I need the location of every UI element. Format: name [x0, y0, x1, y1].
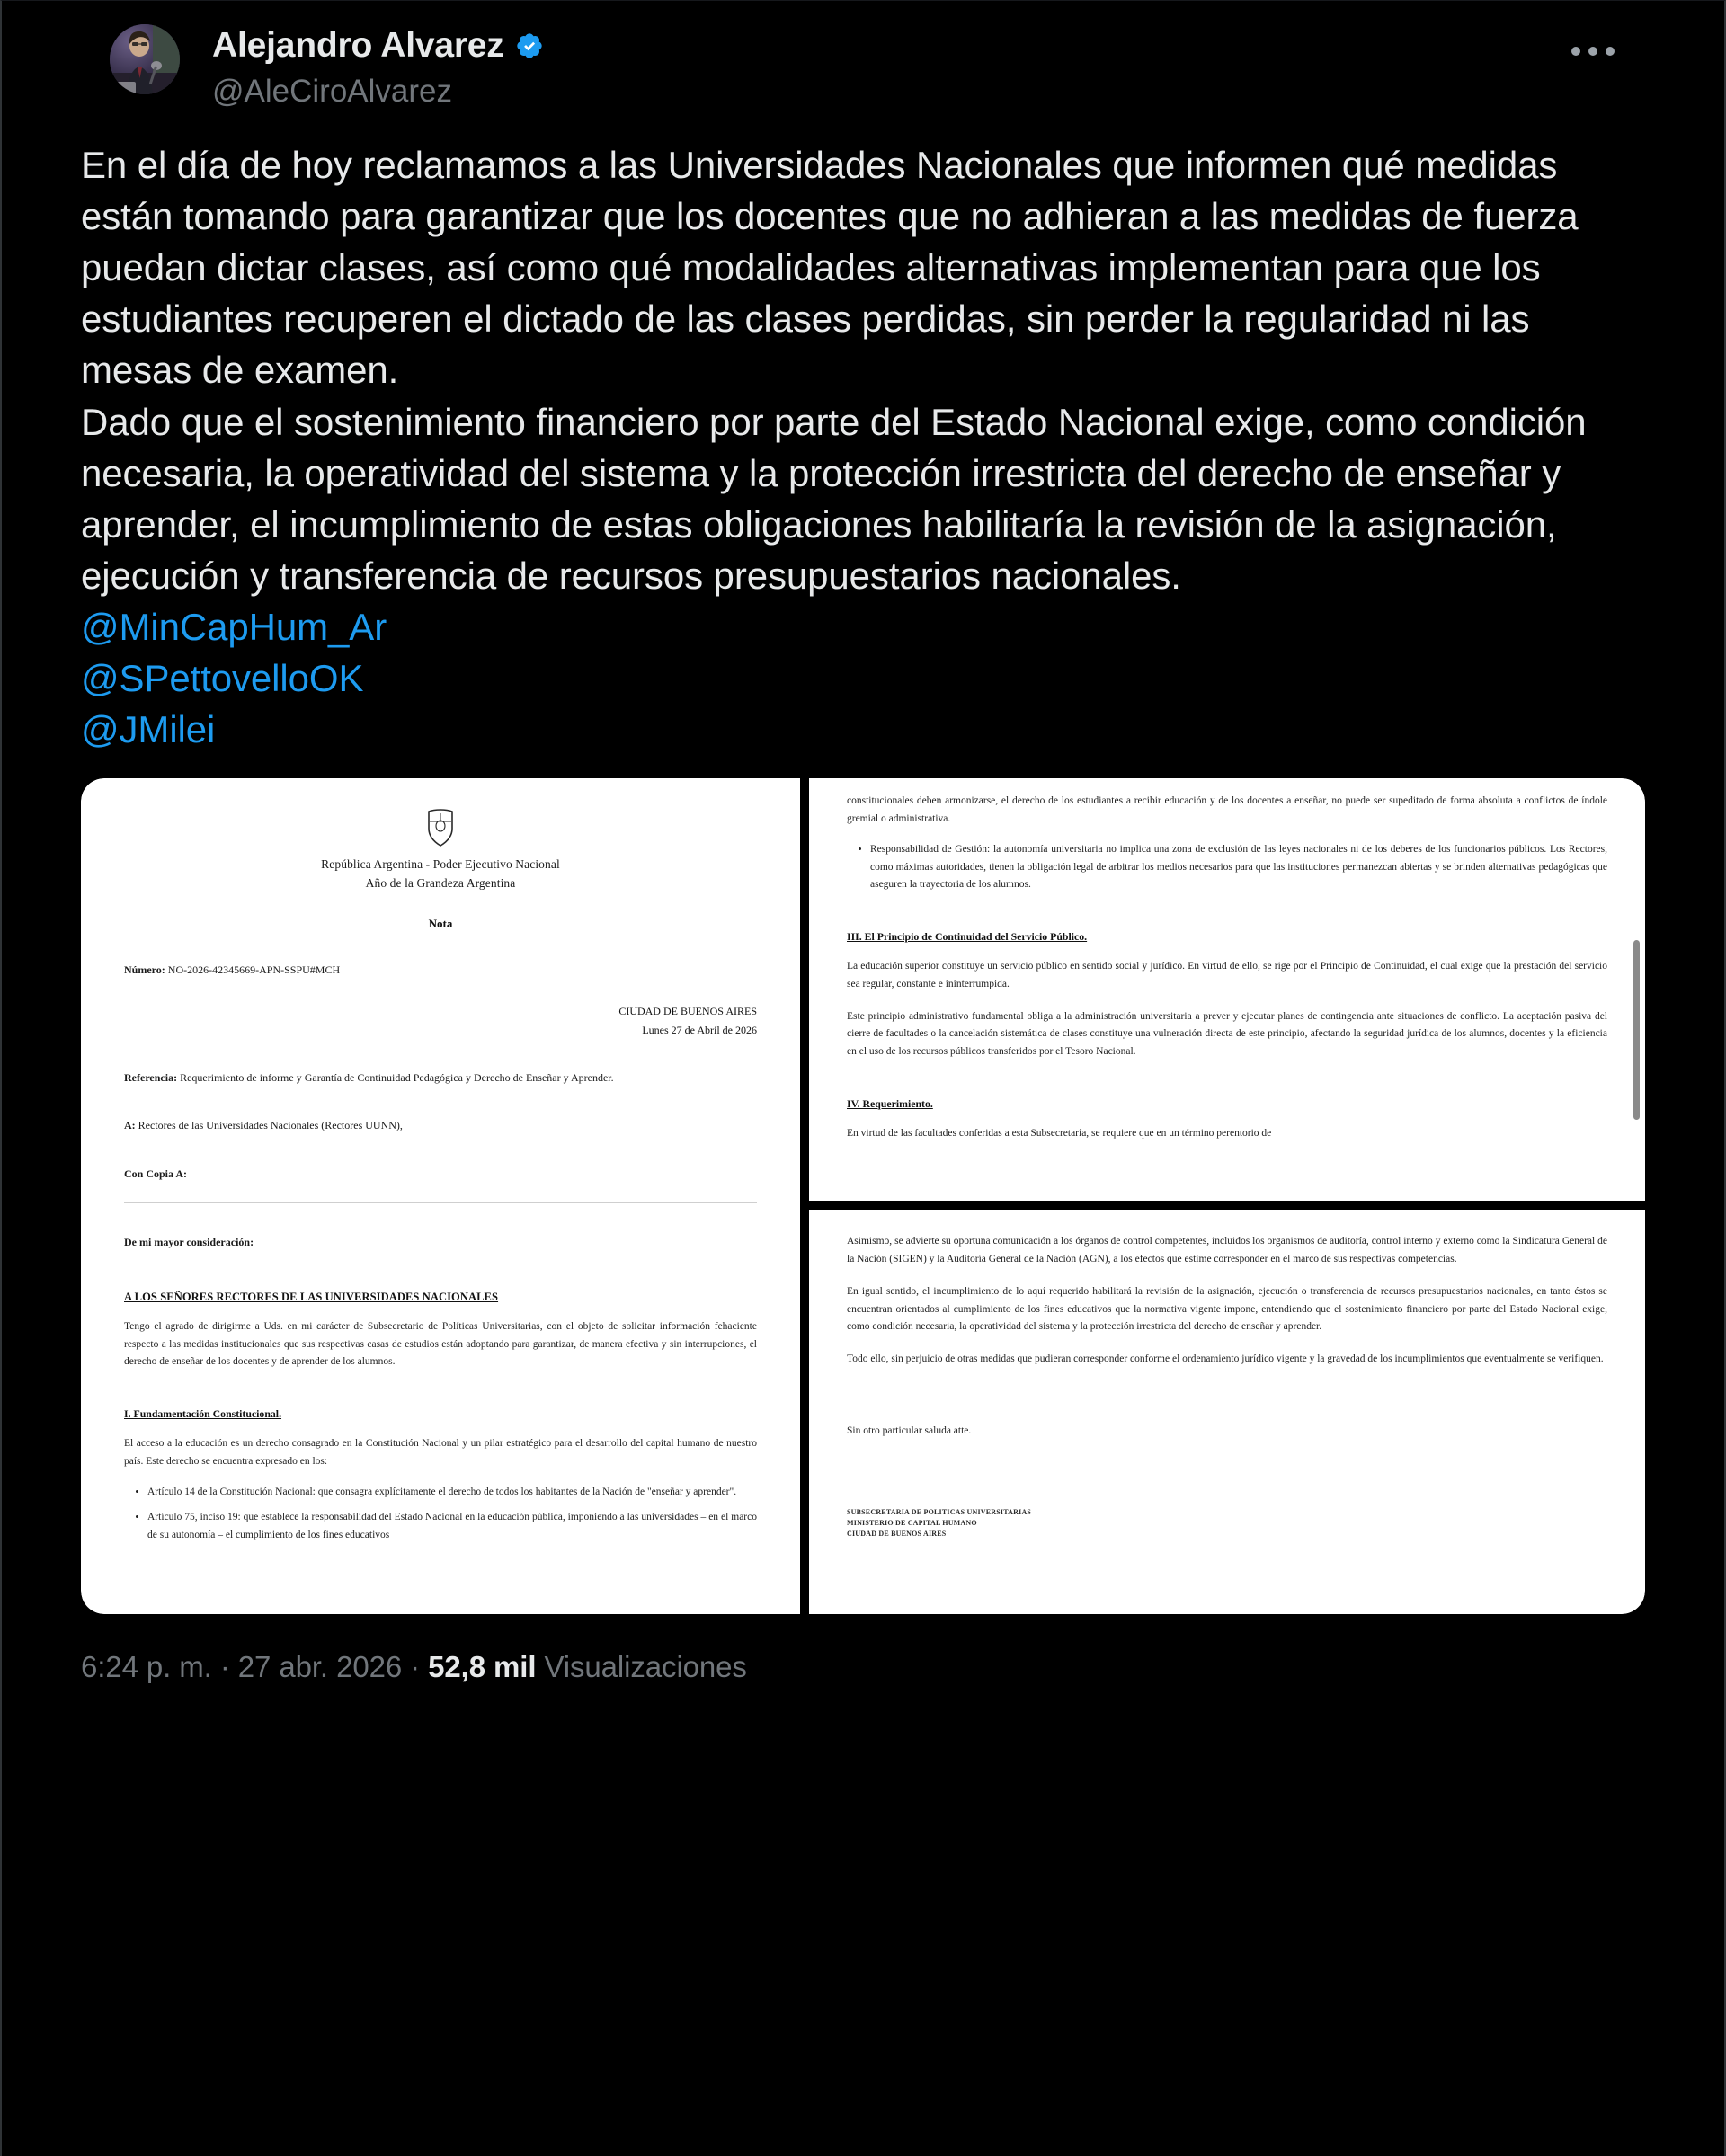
name-row — [212, 26, 544, 66]
document-org-line-1: República Argentina - Poder Ejecutivo Nacional — [321, 857, 560, 872]
document-signature-line-3: CIUDAD DE BUENOS AIRES — [847, 1529, 947, 1538]
account-handle[interactable]: @AleCiroAlvarez — [212, 73, 452, 109]
mention-link-2[interactable]: @SPettovelloOK — [81, 657, 364, 700]
tweet-views-count: 52,8 mil — [428, 1650, 537, 1684]
document-org-line-2: Año de la Grandeza Argentina — [365, 876, 516, 891]
tweet-media[interactable] — [81, 778, 1645, 1614]
tweet-time: 6:24 p. m. — [81, 1650, 212, 1684]
document-right-column — [809, 778, 1645, 1614]
document-rt-bullet-list — [870, 841, 1607, 894]
more-options-button[interactable] — [1566, 31, 1620, 71]
tweet-paragraph-2: Dado que el sostenimiento financiero por parte del Estado Nacional exige, como condición necesaria, la operatividad del sistema y la protección irrestricta del derecho de enseñar y aprender, el incumplimiento de estas obligaciones habilitaría la revisión de la asignación, ejecución y transferencia de recursos presupuestarios nacionales. — [81, 400, 1587, 597]
tweet-text — [72, 127, 1654, 755]
document-numero-value: NO-2026-42345669-APN-SSPU#MCH — [167, 963, 341, 977]
document-section-1-heading: I. Fundamentación Constitucional. — [124, 1407, 282, 1421]
document-signature-line-1: SUBSECRETARIA DE POLITICAS UNIVERSITARIAS — [847, 1507, 1032, 1516]
argentina-crest-icon — [427, 809, 454, 847]
document-bullet-2: • Artículo 75, inciso 19: que establece la responsabilidad del Estado Nacional en la educación pública, imponiendo a las universidades – en el marco de su autonomía – el cumplimiento de los fines educativos — [147, 1509, 757, 1545]
document-rb-body-2: En igual sentido, el incumplimiento de lo aquí requerido habilitará la revisión de la asignación, ejecución o transferencia de recursos presupuestarios nacionales, en tanto éstos se encuentran orientados al cumplimiento de los fines educativos que la normativa vigente impone, entendiendo que el sostenimiento financiero por parte del Estado Nacional exige, como condición necesaria, la operatividad del sistema y la protección irrestricta del derecho de enseñar y aprender. — [847, 1285, 1607, 1333]
document-salutation-text: De mi mayor consideración: — [124, 1235, 254, 1248]
document-copy-row — [124, 1166, 757, 1183]
document-rt-body-0: constitucionales deben armonizarse, el derecho de los estudiantes a recibir educación y de los docentes a enseñar, no puede ser supeditado de forma absoluta a conflictos de índole gremial o administrativa. — [847, 795, 1607, 825]
document-bullet-list — [147, 1484, 757, 1545]
footer-separator-2: · — [402, 1650, 429, 1684]
document-rt-body-3: En virtud de las facultades conferidas a esta Subsecretaría, se requiere que en un término perentorio de — [847, 1127, 1272, 1139]
document-place-date — [124, 1002, 757, 1039]
document-page-right-top[interactable] — [809, 778, 1645, 1201]
footer-separator-1: · — [211, 1650, 238, 1684]
document-addressee-value: Rectores de las Universidades Nacionales (Rectores UUNN), — [138, 1119, 403, 1132]
document-date: Lunes 27 de Abril de 2026 — [642, 1023, 757, 1036]
document-rt-body-1: La educación superior constituye un servicio público en sentido social y jurídico. En virtud de ello, se rige por el Principio de Continuidad, el cual exige que la prestación del servicio sea regular, constante e ininterrumpida. — [847, 961, 1607, 989]
document-section-4-heading: IV. Requerimiento. — [847, 1096, 933, 1110]
avatar[interactable] — [110, 24, 180, 94]
document-referencia-label: Referencia: — [124, 1071, 178, 1085]
document-body-paragraph-1: Tengo el agrado de dirigirme a Uds. en mi carácter de Subsecretario de Políticas Universitarias, con el objeto de solicitar información fehaciente respecto a las medidas institucionales que sus respectivas casas de estudios están adoptando para garantizar, de manera efectiva y sin interrupciones, el derecho de enseñar de los docentes y de aprender de los alumnos. — [124, 1320, 757, 1368]
document-rt-bullet-1: • Responsabilidad de Gestión: la autonomía universitaria no implica una zona de exclusión de las leyes nacionales ni de los deberes de los funcionarios públicos. Los Rectores, como máximas autoridades, tienen la obligación legal de arbitrar los medios necesarios para que las instituciones permanezcan abiertas y se brinden alternativas pedagógicas que aseguren la trayectoria de los alumnos. — [870, 841, 1607, 894]
verified-badge-icon — [515, 31, 544, 60]
document-numero-row — [124, 962, 757, 979]
document-signature-block — [847, 1507, 1607, 1539]
mention-link-1[interactable]: @MinCapHum_Ar — [81, 605, 387, 648]
document-signature-line-2: MINISTERIO DE CAPITAL HUMANO — [847, 1518, 977, 1527]
document-rb-body-1: Asimismo, se advierte su oportuna comunicación a los órganos de control competentes, incluidos los organismos de auditoría, control interno y externo como la Sindicatura General de la Nación (SIGEN) y la Auditoría General de la Nación (AGN), a los efectos que estime corresponder en el marco de sus respectivas competencias. — [847, 1236, 1607, 1265]
avatar-photo-icon — [110, 24, 180, 94]
document-bullet-1: • Artículo 14 de la Constitución Nacional: que consagra explícitamente el derecho de todos los habitantes de la Nación de "enseñar y aprender". — [147, 1484, 757, 1502]
document-rt-body-2: Este principio administrativo fundamental obliga a la administración universitaria a prever y ejecutar planes de contingencia ante situaciones de conflicto. La aceptación pasiva del cierre de facultades o la cancelación sistemática de clases constituye una vulneración directa de este principio, afectando la seguridad jurídica de los alumnos, docentes y la eficiencia en el uso de los recursos públicos transferidos por el Tesoro Nacional. — [847, 1010, 1607, 1058]
tweet-paragraph-1: En el día de hoy reclamamos a las Universidades Nacionales que informen qué medidas están tomando para garantizar que los docentes que no adhieran a las medidas de fuerza puedan dictar clases, así como qué modalidades alternativas implementan para que los estudiantes recuperen el dictado de las clases perdidas, sin perder la regularidad ni las mesas de examen. — [81, 144, 1579, 392]
tweet-metadata-footer — [72, 1614, 1654, 1687]
document-rb-body-3: Todo ello, sin perjuicio de otras medidas que pudieran corresponder conforme el ordenamiento jurídico vigente y la gravedad de los incumplimientos que eventualmente se verifiquen. — [847, 1353, 1604, 1365]
mention-link-3[interactable]: @JMilei — [81, 708, 216, 751]
document-copy-label: Con Copia A: — [124, 1167, 188, 1180]
display-name[interactable]: Alejandro Alvarez — [212, 26, 504, 65]
document-org-block — [124, 856, 757, 931]
document-addressee-row — [124, 1117, 757, 1134]
document-main-heading: A LOS SEÑORES RECTORES DE LAS UNIVERSIDADES NACIONALES — [124, 1290, 499, 1303]
document-salutation — [124, 1234, 757, 1251]
document-page-left[interactable] — [81, 778, 800, 1614]
tweet-views-label: Visualizaciones — [536, 1650, 747, 1684]
tweet-date: 27 abr. 2026 — [237, 1650, 403, 1684]
document-referencia-value: Requerimiento de informe y Garantía de Continuidad Pedagógica y Derecho de Enseñar y Aprender. — [180, 1071, 614, 1085]
document-body-paragraph-2: El acceso a la educación es un derecho consagrado en la Constitución Nacional y un pilar estratégico para el desarrollo del capital humano de nuestro país. Este derecho se encuentra expresado en los: — [124, 1438, 757, 1467]
document-scrollbar[interactable] — [1633, 940, 1640, 1120]
document-city: CIUDAD DE BUENOS AIRES — [618, 1005, 757, 1018]
more-dot-2 — [1588, 47, 1597, 56]
document-page-right-bottom[interactable] — [809, 1210, 1645, 1614]
document-type-label: Nota — [428, 917, 453, 931]
tweet-header — [72, 1, 1654, 127]
document-referencia-row — [124, 1069, 757, 1087]
document-closing-line: Sin otro particular saluda atte. — [847, 1424, 972, 1436]
document-divider — [124, 1202, 757, 1203]
document-numero-label: Número: — [124, 963, 165, 977]
more-dot-3 — [1606, 47, 1615, 56]
document-scan-pair — [81, 778, 1645, 1614]
document-addressee-label: A: — [124, 1119, 136, 1132]
identity-block — [212, 24, 544, 111]
more-dot-1 — [1571, 47, 1580, 56]
document-section-3-heading: III. El Principio de Continuidad del Servicio Público. — [847, 930, 1088, 944]
